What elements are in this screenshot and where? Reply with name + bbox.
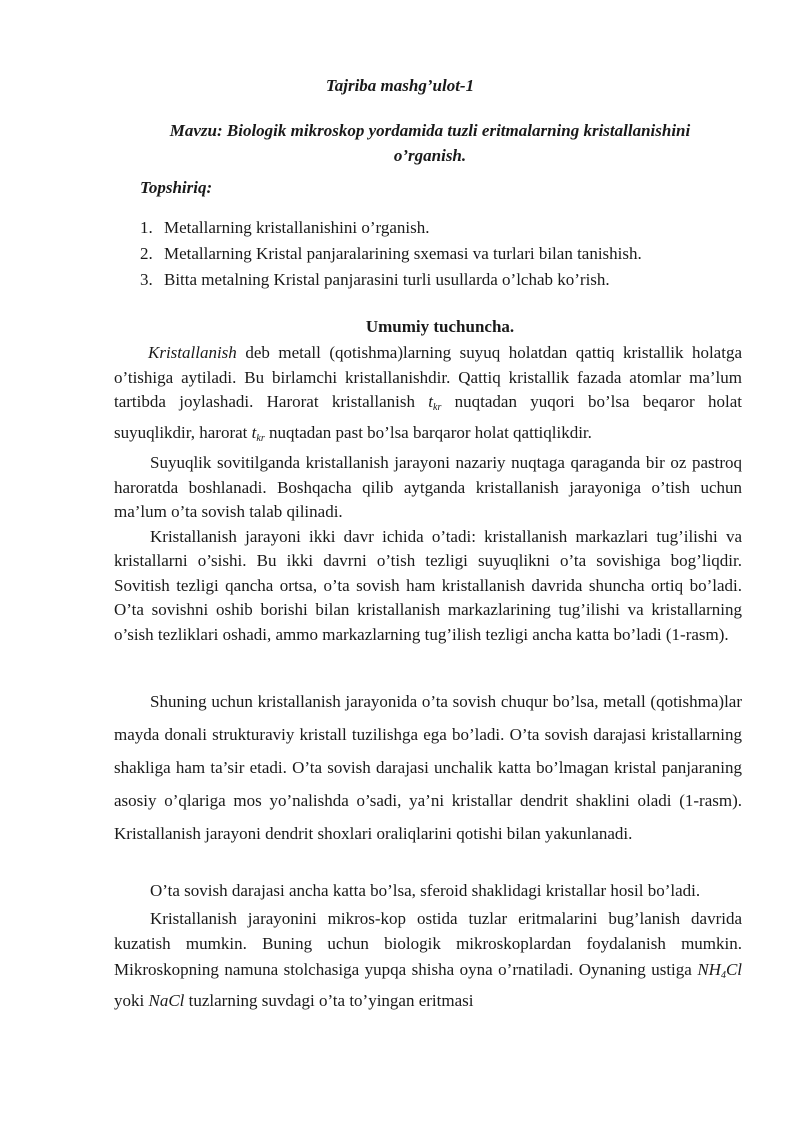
paragraph-text: Kristallanish jarayonini mikros-kop ostida tuzlar eritmalarini bug’lanish davrida kuzatish mumkin. Buning uchun biologik mikroskoplardan foydalanish mumkin. Mikroskopning namuna stolchasiga yupqa shisha oyna o’rnatiladi. Oynaning ustiga <box>114 909 742 979</box>
topic-line-1: Mavzu: Biologik mikroskop yordamida tuzli eritmalarning kristallanishini <box>169 121 691 140</box>
paragraph-definition <box>114 341 742 451</box>
paragraph: Suyuqlik sovitilganda kristallanish jarayoni nazariy nuqtaga qaraganda bir oz pastroq haroratda boshlanadi. Boshqacha qilib aytganda kristallanish jarayoniga o’tish uchun ma’lum o’ta sovish talab qilinadi. <box>114 453 742 521</box>
paragraph-text: nuqtadan yuqori bo’lsa beqaror holat suyuqlikdir, harorat <box>114 392 742 442</box>
paragraph-text: tuzlarning suvdagi o’ta to’yingan eritmasi <box>184 990 474 1010</box>
body-block-3 <box>114 878 742 1013</box>
list-item-number: 1. <box>140 218 153 237</box>
paragraph-text: deb metall (qotishma)larning suyuq holatdan qattiq kristallik holatga o’tishiga aytiladi. Bu birlamchi kristallanishdir. Qattiq kristallik fazada atomlar ma’lum tartibda joylashadi. Harorat kristallanish <box>114 343 742 411</box>
formula-nacl: NaCl <box>148 990 185 1010</box>
task-list <box>140 215 642 293</box>
body-block-1 <box>114 341 742 647</box>
list-item <box>140 215 642 241</box>
temperature-subscript: kr <box>256 432 265 444</box>
task-label: Topshiriq: <box>140 178 213 197</box>
paragraph: Kristallanish jarayoni ikki davr ichida o’tadi: kristallanish markazlari tug’ilishi va kristallarni o’sishi. Bu ikki davrni o’tish tezligi suyuqlikni o’ta sovishiga bog’liqdir. Sovitish tezligi qancha ortsa, o’ta sovish ham kristallanish davrida shuncha ortiq bo’ladi. O’ta sovishni oshib borishi bilan kristallanish markazlarining tug’ilishi va kristallarning o’sish tezliklari oshadi, ammo markazlarning tug’ilish tezligi ancha katta bo’ladi (1-rasm). <box>114 526 742 644</box>
paragraph <box>114 906 742 1013</box>
list-item-number: 2. <box>140 244 153 263</box>
list-item <box>140 267 642 293</box>
list-item-text: Metallarning kristallanishini o’rganish. <box>164 218 430 237</box>
formula-part: NH <box>697 959 721 979</box>
formula-nh4cl <box>697 960 742 979</box>
body-block-2 <box>114 685 742 850</box>
paragraph: O’ta sovish darajasi ancha katta bo’lsa, sferoid shaklidagi kristallar hosil bo’ladi. <box>150 881 701 900</box>
temperature-subscript: kr <box>433 402 442 413</box>
paragraph-text: yoki <box>114 990 149 1010</box>
page-title: Tajriba mashg’ulot-1 <box>325 76 475 95</box>
topic-line-2: o’rganish. <box>393 146 467 165</box>
formula-part: Cl <box>725 959 742 979</box>
list-item <box>140 241 642 267</box>
term-kristallanish: Kristallanish <box>148 343 237 362</box>
formula-subscript: 4 <box>720 969 726 981</box>
list-item-text: Bitta metalning Kristal panjarasini turli usullarda o’lchab ko’rish. <box>164 270 610 289</box>
temperature-symbol: t <box>428 392 433 411</box>
section-heading: Umumiy tuchuncha. <box>365 317 515 336</box>
paragraph-text: nuqtadan past bo’lsa barqaror holat qattiqlikdir. <box>264 422 592 442</box>
topic <box>130 118 730 168</box>
temperature-symbol: t <box>251 422 257 442</box>
paragraph: Shuning uchun kristallanish jarayonida o’ta sovish chuqur bo’lsa, metall (qotishma)lar mayda donali strukturaviy kristall tuzilishga ega bo’ladi. O’ta sovish darajasi kristallarning shakliga ham ta’sir etadi. O’ta sovish darajasi unchalik katta bo’lmagan kristal panjaraning asosiy o’qlariga mos yo’nalishda o’sadi, ya’ni kristallar dendrit shaklini oladi (1-rasm). Kristallanish jarayoni dendrit shoxlari oraliqlarini qotishi bilan yakunlanadi. <box>114 692 742 843</box>
list-item-number: 3. <box>140 270 153 289</box>
list-item-text: Metallarning Kristal panjaralarining sxemasi va turlari bilan tanishish. <box>164 244 642 263</box>
